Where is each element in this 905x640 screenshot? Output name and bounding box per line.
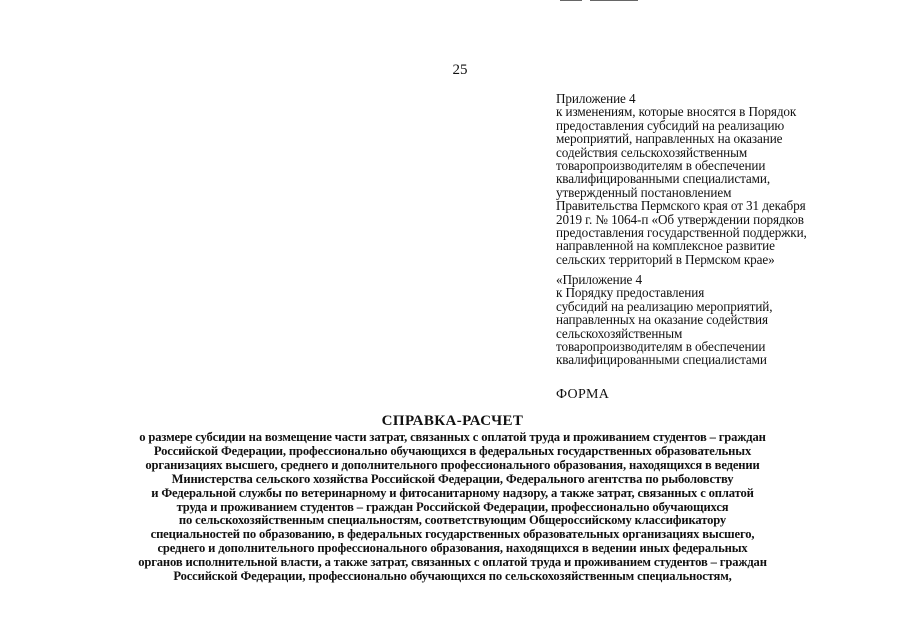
subtitle-line: организациях высшего, среднего и дополнительного профессионального образования, находящихся в ведении: [145, 457, 760, 472]
appendix-line: Правительства Пермского края от 31 декабря: [556, 198, 806, 214]
subtitle-line: органов исполнительной власти, а также затрат, связанных с оплатой труда и проживанием студентов – граждан: [138, 555, 767, 570]
appendix-line: Приложение 4: [556, 91, 636, 106]
appendix-line: мероприятий, направленных на оказание: [556, 131, 783, 147]
form-label: ФОРМА: [556, 387, 610, 402]
appendix-header-procedure: [556, 273, 886, 367]
appendix-line: направленной на комплексное развитие: [556, 238, 775, 254]
appendix-line: предоставления субсидий на реализацию: [556, 117, 785, 133]
appendix-line: «Приложение 4: [556, 272, 642, 287]
subtitle-line: Министерства сельского хозяйства Российской Федерации, Федерального агентства по рыболовству: [171, 471, 734, 486]
appendix-line: сельскохозяйственным: [556, 325, 683, 341]
appendix-line: товаропроизводителям в обеспечении: [556, 339, 766, 355]
scan-edge-marks: [560, 0, 650, 2]
subtitle-line: по сельскохозяйственным специальностям, соответствующим Общероссийскому классификатору: [178, 513, 727, 528]
appendix-line: к Порядку предоставления: [556, 285, 705, 301]
subtitle-line: специальностей по образованию, в федеральных государственных образовательных организациях высшего,: [150, 527, 755, 542]
subtitle-line: труда и проживанием студентов – граждан Российской Федерации, профессионально обучающихся: [176, 499, 729, 514]
appendix-line: субсидий на реализацию мероприятий,: [556, 298, 773, 314]
appendix-header-amendments: [556, 92, 886, 266]
appendix-line: сельских территорий в Пермском крае»: [556, 251, 775, 267]
appendix-line: к изменениям, которые вносятся в Порядок: [556, 104, 797, 120]
page-number: 25: [452, 62, 468, 78]
subtitle-line: Российской Федерации, профессионально обучающихся по сельскохозяйственным специальностям,: [173, 569, 732, 584]
document-title: СПРАВКА-РАСЧЕТ: [381, 413, 524, 429]
subtitle-line: и Федеральной службы по ветеринарному и фитосанитарному надзору, а также затрат, связанных с оплатой: [151, 485, 754, 500]
subtitle-line: Российской Федерации, профессионально обучающихся в федеральных государственных образовательных: [153, 443, 752, 458]
appendix-line: квалифицированными специалистами,: [556, 171, 771, 187]
appendix-line: 2019 г. № 1064-п «Об утверждении порядков: [556, 211, 804, 227]
subtitle-line: о размере субсидии на возмещение части затрат, связанных с оплатой труда и проживанием студентов – граждан: [139, 430, 766, 444]
appendix-line: направленных на оказание содействия: [556, 312, 768, 328]
appendix-line: предоставления государственной поддержки,: [556, 225, 807, 241]
appendix-line: товаропроизводителям в обеспечении: [556, 158, 766, 174]
document-subtitle: [40, 431, 865, 584]
subtitle-line: среднего и дополнительного профессионального образования, находящихся в ведении иных федеральных: [157, 541, 748, 556]
appendix-line: утвержденный постановлением: [556, 184, 732, 200]
appendix-line: содействия сельскохозяйственным: [556, 144, 748, 160]
appendix-line: квалифицированными специалистами: [556, 352, 767, 368]
